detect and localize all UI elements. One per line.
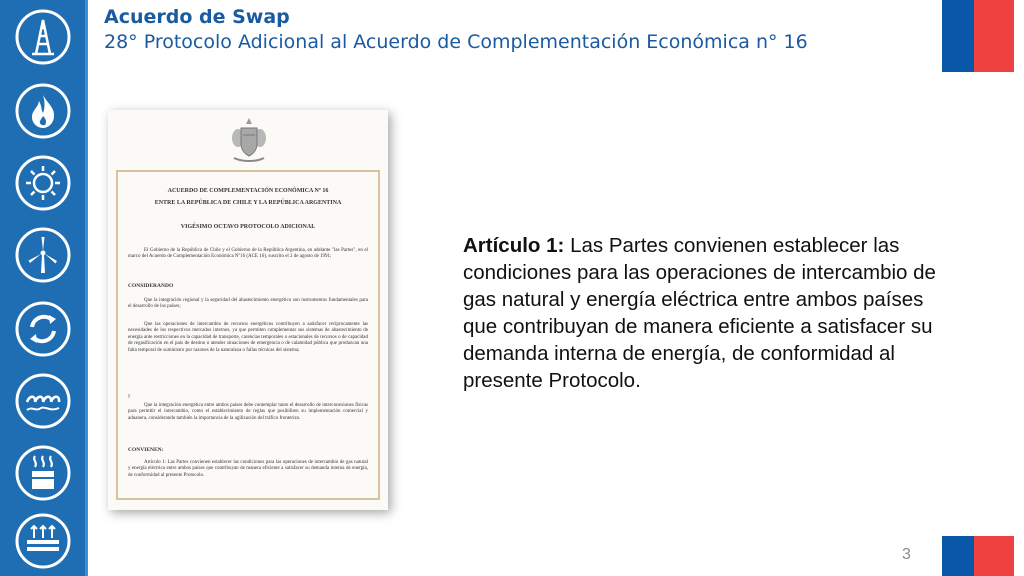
coat-of-arms-icon [226, 114, 272, 166]
doc-paragraph-1: El Gobierno de la República de Chile y el Gobierno de la República Argentina, en adelante "las Partes", en el marco del Acuerdo de Complementación Económica Nº16 (ACE 16), suscrito el 2 de agosto de 1991; [128, 248, 368, 260]
page-number: 3 [902, 546, 911, 563]
oil-rig-icon [14, 8, 72, 66]
recycle-icon [14, 300, 72, 358]
doc-paragraph-3: Que las operaciones de intercambio de recursos energéticos contribuyen a satisfacer recíprocamente las necesidades de los respectivos mercados internos, ya que permiten complementar sus sistemas de abastecimiento de energía ante restricciones en la capacidad de transporte, carencias temporales o estacionales de recursos o de capacidad de regasificación en el país de destino o atender situaciones de emergencia o de calamidad pública que produzcan una falta temporal de suministro por razones de la naturaleza o fallas técnicas del sistema; [128, 322, 368, 353]
sidebar [0, 0, 88, 576]
article-body: Las Partes convienen establecer las condiciones para las operaciones de intercambio de gas natural y energía eléctrica entre ambos países que contribuyan de manera eficiente a satisfacer su demanda interna de energía, de conformidad al presente Protocolo. [463, 234, 936, 392]
doc-heading-1: ACUERDO DE COMPLEMENTACIÓN ECONÓMICA Nº 16 [167, 188, 329, 194]
doc-paragraph-2: Que la integración regional y la seguridad del abastecimiento energético son instrumentos fundamentales para el desarrollo de los países; [128, 298, 368, 310]
doc-heading-2: ENTRE LA REPÚBLICA DE CHILE Y LA REPÚBLICA ARGENTINA [154, 200, 342, 206]
doc-section-convienen: CONVIENEN: [128, 447, 164, 453]
wave-icon [14, 372, 72, 430]
doc-section-considerando: CONSIDERANDO [128, 283, 174, 289]
document-scan [108, 110, 388, 510]
sidebar-edge [85, 0, 88, 576]
sun-icon [14, 154, 72, 212]
heat-icon [14, 444, 72, 502]
transmission-icon [14, 512, 72, 570]
doc-paragraph-5: Artículo 1: Las Partes convienen establecer las condiciones para las operaciones de intercambio de gas natural y energía eléctrica entre ambos países que contribuyan de manera eficiente a satisfacer su demanda interna de energía, de conformidad al presente Protocolo. [128, 460, 368, 478]
doc-paragraph-4: Que la integración energética entre ambos países debe contemplar tanto el desarrollo de interconexiones físicas para permitir el intercambio, como el establecimiento de reglas que posibiliten su implementación comercial y aduanera, considerando también la importancia de la agilización del tráfico fronterizo. [128, 403, 368, 421]
wind-turbine-icon [14, 226, 72, 284]
slide-subtitle: 28° Protocolo Adicional al Acuerdo de Complementación Económica n° 16 [104, 31, 808, 53]
flag-decoration-bottom [942, 536, 1014, 576]
doc-heading-3: VIGÉSIMO OCTAVO PROTOCOLO ADICIONAL [180, 224, 316, 230]
doc-paragraph-y: y [128, 394, 131, 399]
flag-decoration-top [942, 0, 1014, 72]
slide-title: Acuerdo de Swap [104, 6, 290, 28]
flame-icon [14, 82, 72, 140]
article-text [463, 232, 943, 394]
article-label: Artículo 1: [463, 234, 565, 257]
